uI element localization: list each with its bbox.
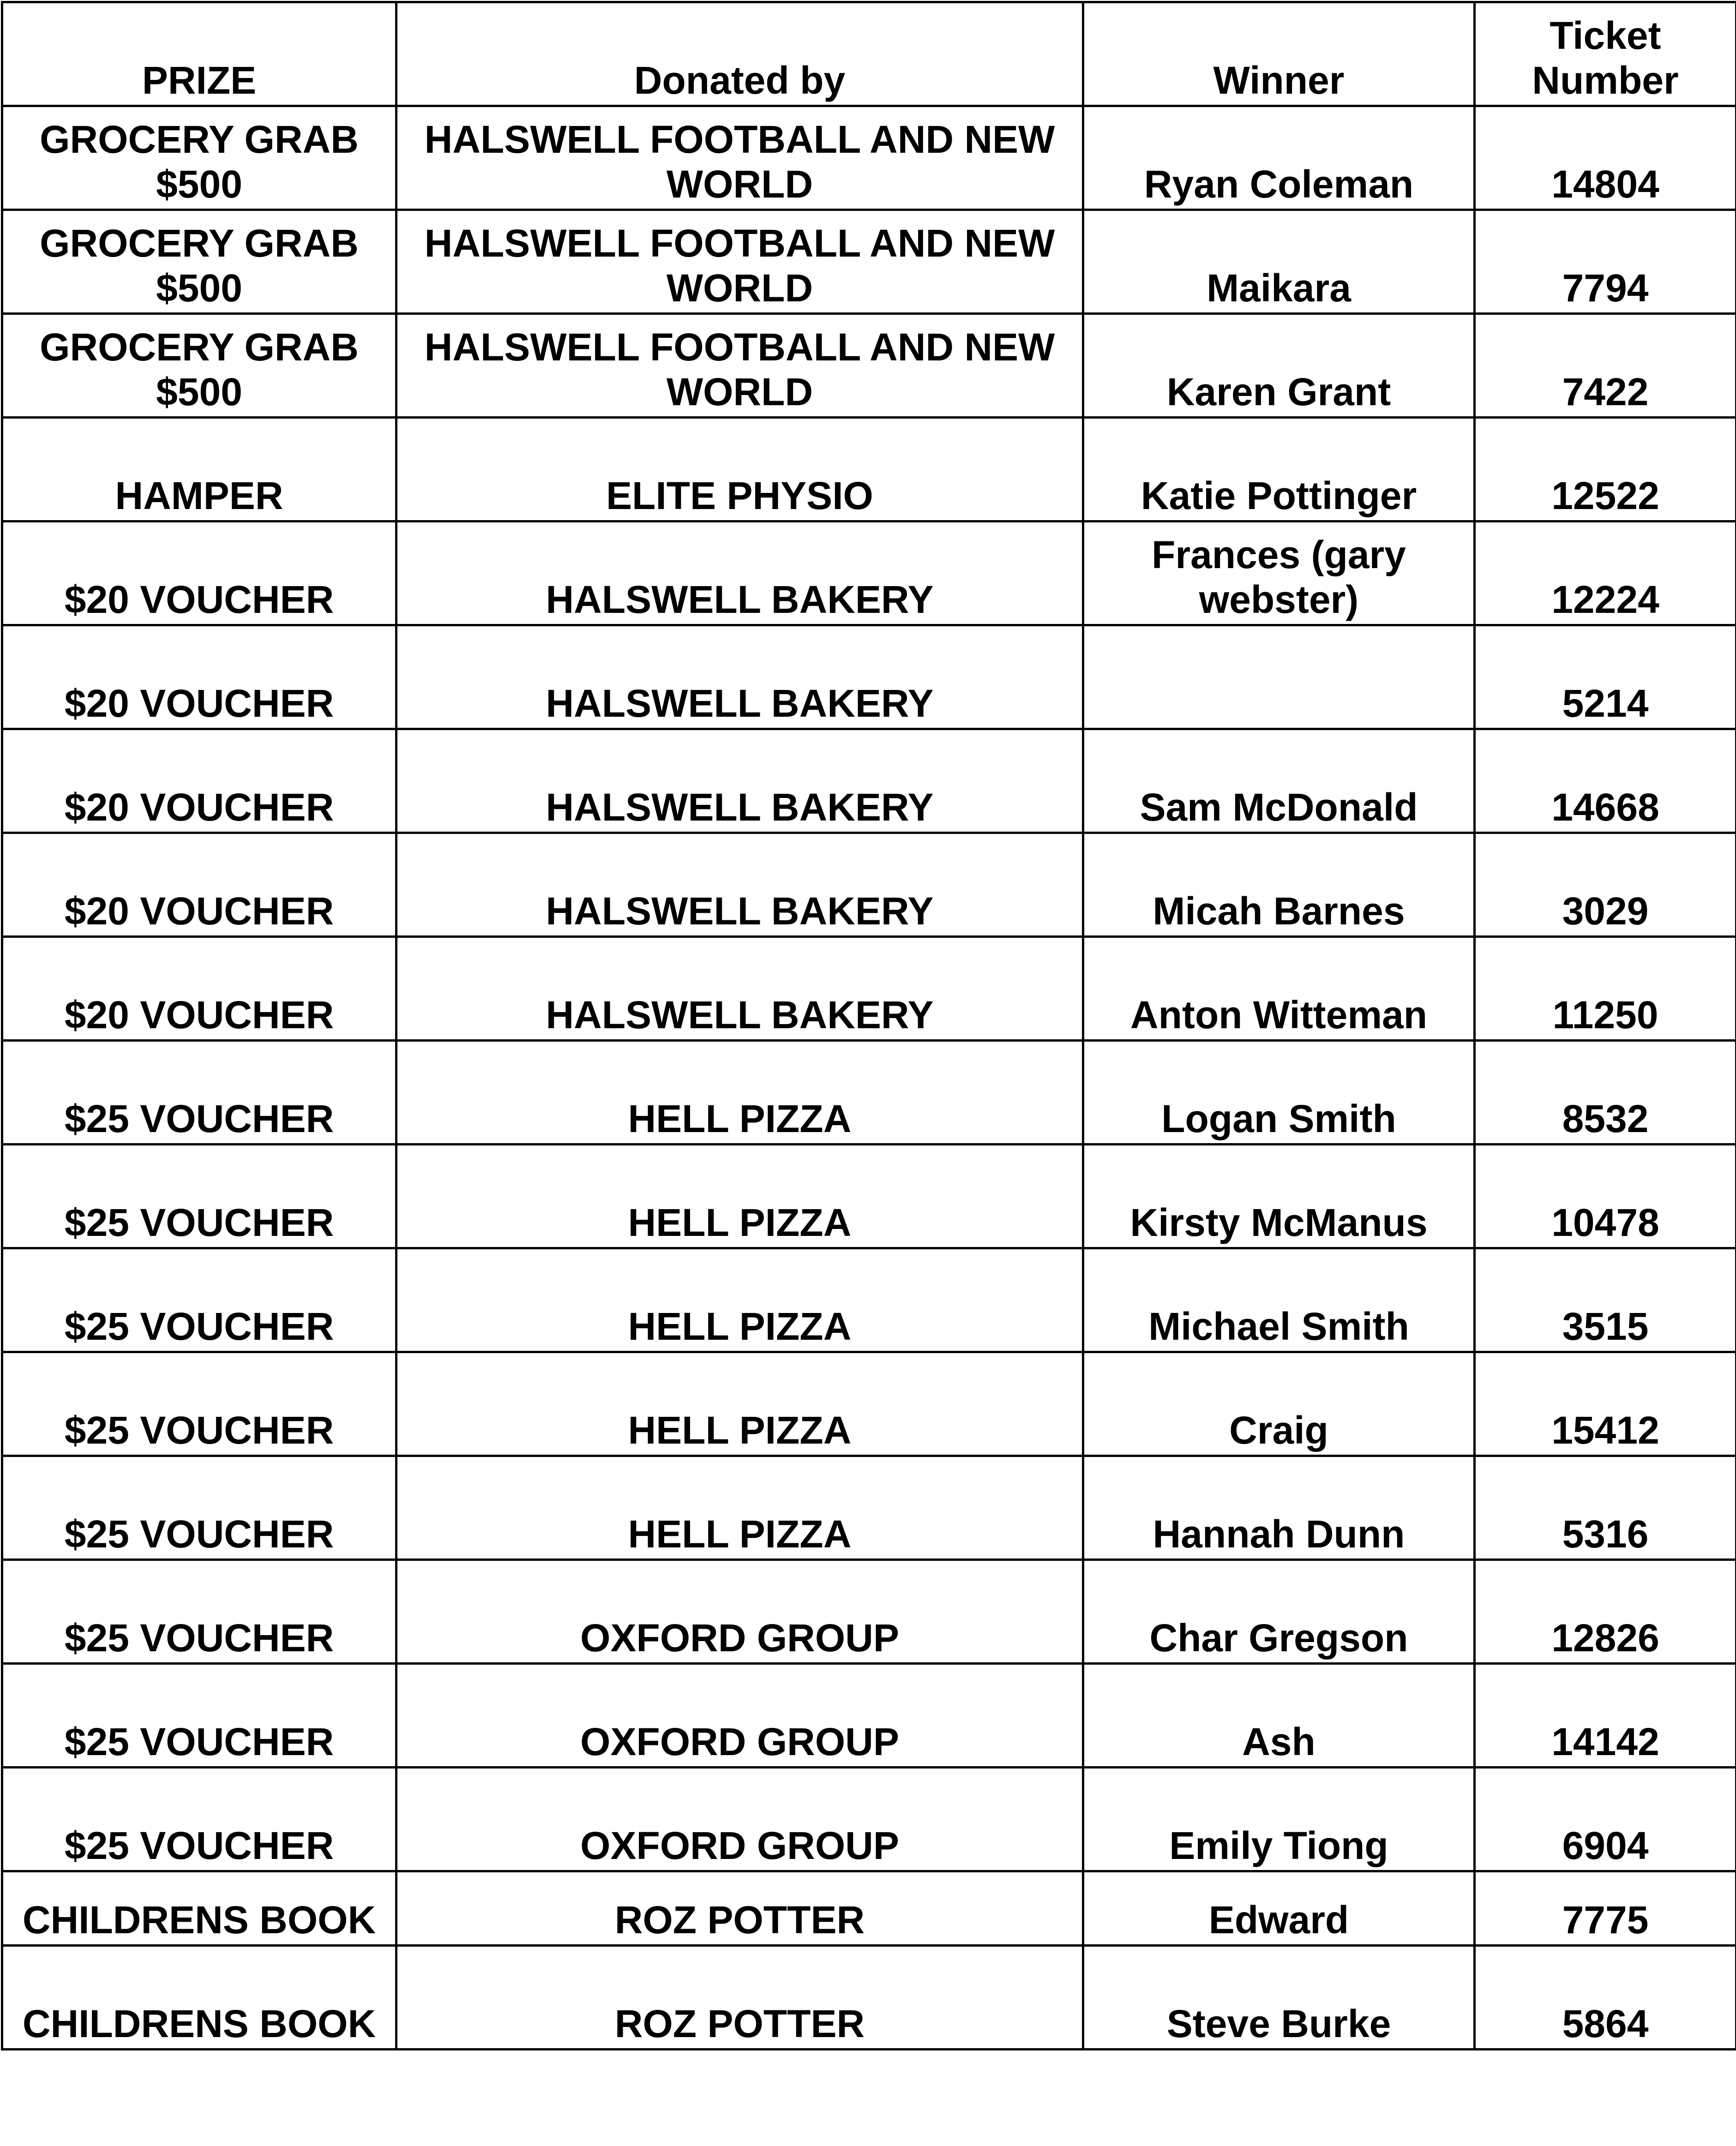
donor-cell: ROZ POTTER bbox=[396, 1871, 1083, 1946]
ticket-cell: 11250 bbox=[1475, 937, 1736, 1041]
table-row bbox=[2, 833, 1736, 937]
winner-cell: Michael Smith bbox=[1083, 1248, 1475, 1352]
winner-cell: Hannah Dunn bbox=[1083, 1456, 1475, 1560]
winner-cell: Micah Barnes bbox=[1083, 833, 1475, 937]
ticket-cell: 14668 bbox=[1475, 729, 1736, 833]
prize-cell: $25 VOUCHER bbox=[2, 1768, 396, 1871]
table-row bbox=[2, 1041, 1736, 1145]
donor-cell: HALSWELL FOOTBALL AND NEW WORLD bbox=[396, 106, 1083, 210]
table-row bbox=[2, 1871, 1736, 1946]
winner-cell: Steve Burke bbox=[1083, 1946, 1475, 2050]
table-header-row bbox=[2, 2, 1736, 106]
donor-cell: HELL PIZZA bbox=[396, 1352, 1083, 1456]
ticket-cell: 12826 bbox=[1475, 1560, 1736, 1664]
donor-cell: HALSWELL FOOTBALL AND NEW WORLD bbox=[396, 314, 1083, 418]
table-row bbox=[2, 1352, 1736, 1456]
winner-cell: Katie Pottinger bbox=[1083, 418, 1475, 522]
header-ticket-number: Ticket Number bbox=[1475, 2, 1736, 106]
winner-cell: Frances (gary webster) bbox=[1083, 522, 1475, 625]
prize-cell: $20 VOUCHER bbox=[2, 937, 396, 1041]
prize-cell: $25 VOUCHER bbox=[2, 1456, 396, 1560]
prize-cell: $25 VOUCHER bbox=[2, 1560, 396, 1664]
header-prize: PRIZE bbox=[2, 2, 396, 106]
table-row bbox=[2, 1664, 1736, 1768]
ticket-cell: 5214 bbox=[1475, 625, 1736, 729]
donor-cell: HALSWELL BAKERY bbox=[396, 833, 1083, 937]
donor-cell: HALSWELL BAKERY bbox=[396, 937, 1083, 1041]
table-row bbox=[2, 210, 1736, 314]
donor-cell: HELL PIZZA bbox=[396, 1248, 1083, 1352]
prize-cell: HAMPER bbox=[2, 418, 396, 522]
table-row bbox=[2, 522, 1736, 625]
donor-cell: HALSWELL BAKERY bbox=[396, 522, 1083, 625]
ticket-cell: 7775 bbox=[1475, 1871, 1736, 1946]
winner-cell: Ash bbox=[1083, 1664, 1475, 1768]
table-row bbox=[2, 1768, 1736, 1871]
table-row bbox=[2, 729, 1736, 833]
table-row bbox=[2, 1946, 1736, 2050]
donor-cell: OXFORD GROUP bbox=[396, 1664, 1083, 1768]
prize-cell: $25 VOUCHER bbox=[2, 1352, 396, 1456]
donor-cell: HALSWELL BAKERY bbox=[396, 729, 1083, 833]
ticket-cell: 3515 bbox=[1475, 1248, 1736, 1352]
prize-cell: GROCERY GRAB $500 bbox=[2, 210, 396, 314]
table-row bbox=[2, 314, 1736, 418]
table-row bbox=[2, 106, 1736, 210]
header-donated-by: Donated by bbox=[396, 2, 1083, 106]
winner-cell: Sam McDonald bbox=[1083, 729, 1475, 833]
table-row bbox=[2, 1456, 1736, 1560]
donor-cell: HALSWELL FOOTBALL AND NEW WORLD bbox=[396, 210, 1083, 314]
prize-cell: $20 VOUCHER bbox=[2, 625, 396, 729]
ticket-cell: 12522 bbox=[1475, 418, 1736, 522]
donor-cell: HELL PIZZA bbox=[396, 1145, 1083, 1248]
winner-cell bbox=[1083, 625, 1475, 729]
donor-cell: OXFORD GROUP bbox=[396, 1768, 1083, 1871]
winner-cell: Kirsty McManus bbox=[1083, 1145, 1475, 1248]
ticket-cell: 6904 bbox=[1475, 1768, 1736, 1871]
ticket-cell: 10478 bbox=[1475, 1145, 1736, 1248]
ticket-cell: 15412 bbox=[1475, 1352, 1736, 1456]
prize-cell: $25 VOUCHER bbox=[2, 1248, 396, 1352]
winner-cell: Anton Witteman bbox=[1083, 937, 1475, 1041]
ticket-cell: 12224 bbox=[1475, 522, 1736, 625]
prize-cell: $25 VOUCHER bbox=[2, 1041, 396, 1145]
winner-cell: Char Gregson bbox=[1083, 1560, 1475, 1664]
donor-cell: ELITE PHYSIO bbox=[396, 418, 1083, 522]
winner-cell: Ryan Coleman bbox=[1083, 106, 1475, 210]
prize-cell: $25 VOUCHER bbox=[2, 1145, 396, 1248]
table-row bbox=[2, 418, 1736, 522]
ticket-cell: 14804 bbox=[1475, 106, 1736, 210]
winner-cell: Logan Smith bbox=[1083, 1041, 1475, 1145]
winner-cell: Emily Tiong bbox=[1083, 1768, 1475, 1871]
ticket-cell: 14142 bbox=[1475, 1664, 1736, 1768]
prize-cell: $25 VOUCHER bbox=[2, 1664, 396, 1768]
table-row bbox=[2, 1560, 1736, 1664]
donor-cell: ROZ POTTER bbox=[396, 1946, 1083, 2050]
table-row bbox=[2, 1248, 1736, 1352]
winner-cell: Craig bbox=[1083, 1352, 1475, 1456]
ticket-cell: 7422 bbox=[1475, 314, 1736, 418]
ticket-cell: 3029 bbox=[1475, 833, 1736, 937]
prize-cell: GROCERY GRAB $500 bbox=[2, 314, 396, 418]
raffle-winners-table bbox=[1, 1, 1736, 2050]
table-row bbox=[2, 625, 1736, 729]
donor-cell: OXFORD GROUP bbox=[396, 1560, 1083, 1664]
prize-cell: CHILDRENS BOOK bbox=[2, 1946, 396, 2050]
ticket-cell: 5316 bbox=[1475, 1456, 1736, 1560]
header-winner: Winner bbox=[1083, 2, 1475, 106]
winner-cell: Karen Grant bbox=[1083, 314, 1475, 418]
ticket-cell: 8532 bbox=[1475, 1041, 1736, 1145]
winner-cell: Edward bbox=[1083, 1871, 1475, 1946]
table-row bbox=[2, 937, 1736, 1041]
ticket-cell: 7794 bbox=[1475, 210, 1736, 314]
table-row bbox=[2, 1145, 1736, 1248]
prize-cell: $20 VOUCHER bbox=[2, 522, 396, 625]
prize-cell: CHILDRENS BOOK bbox=[2, 1871, 396, 1946]
donor-cell: HALSWELL BAKERY bbox=[396, 625, 1083, 729]
prize-cell: $20 VOUCHER bbox=[2, 729, 396, 833]
donor-cell: HELL PIZZA bbox=[396, 1041, 1083, 1145]
winner-cell: Maikara bbox=[1083, 210, 1475, 314]
prize-cell: GROCERY GRAB $500 bbox=[2, 106, 396, 210]
ticket-cell: 5864 bbox=[1475, 1946, 1736, 2050]
prize-cell: $20 VOUCHER bbox=[2, 833, 396, 937]
donor-cell: HELL PIZZA bbox=[396, 1456, 1083, 1560]
